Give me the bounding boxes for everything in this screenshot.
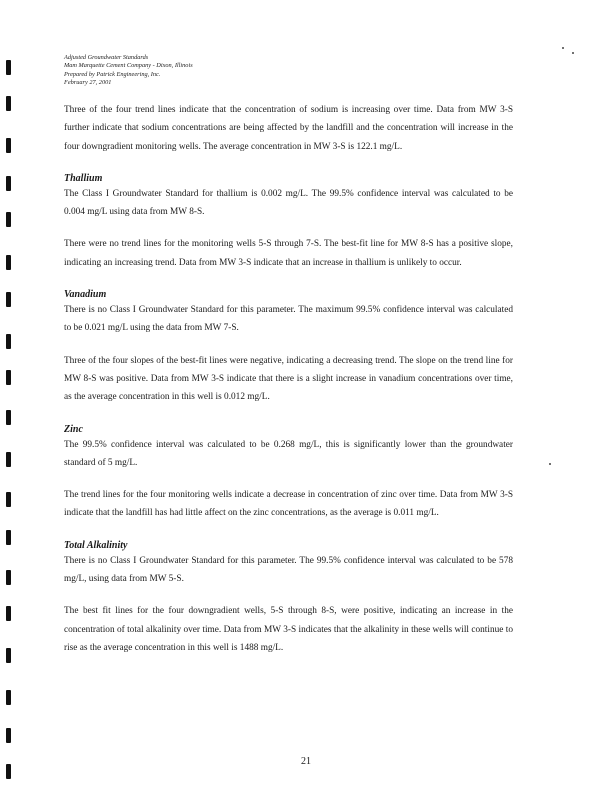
- binding-mark: [6, 334, 11, 349]
- binding-mark: [6, 570, 11, 585]
- vanadium-paragraph-2: Three of the four slopes of the best-fit lines were negative, indicating a decreasing trend. The slope on the trend line for MW 8-S was positive. Data from MW 3-S indicate that there is a slight increase in vanadium concentrations over time, as the average concentration in this well is 0.012 mg/L.: [64, 355, 513, 403]
- page-number: 21: [301, 756, 311, 767]
- header-title: Adjusted Groundwater Standards: [64, 54, 149, 61]
- thallium-heading: Thallium: [64, 172, 103, 184]
- binding-mark: [6, 138, 11, 153]
- running-header: [64, 54, 364, 87]
- binding-mark: [6, 452, 11, 467]
- binding-mark: [6, 212, 11, 227]
- binding-mark: [6, 60, 11, 75]
- binding-mark: [6, 728, 11, 743]
- document-body: [64, 101, 513, 657]
- thallium-paragraph-2: There were no trend lines for the monitoring wells 5-S through 7-S. The best-fit line for MW 8-S has a positive slope, indicating an increasing trend. Data from MW 3-S indicate that an increase in thallium is unlikely to occur.: [64, 239, 513, 268]
- binding-mark: [6, 292, 11, 307]
- binding-mark: [6, 176, 11, 191]
- sodium-paragraph: Three of the four trend lines indicate that the concentration of sodium is increasing over time. Data from MW 3-S further indicate that sodium concentrations are being affected by the landfill and the concentration will increase in the four downgradient monitoring wells. The average concentration in MW 3-S is 122.1 mg/L.: [64, 105, 513, 152]
- header-client: Mam Marquette Cement Company - Dixon, Illinois: [64, 62, 193, 70]
- binding-mark: [6, 370, 11, 385]
- binding-mark: [6, 492, 11, 507]
- binding-mark: [6, 530, 11, 545]
- scan-speck: [549, 463, 551, 465]
- binding-mark: [6, 96, 11, 111]
- binding-mark: [6, 606, 11, 621]
- zinc-paragraph-2: The trend lines for the four monitoring wells indicate a decrease in concentration of zinc over time. Data from MW 3-S indicate that the landfill has had little affect on the zinc concentrations, as the average is 0.011 mg/L.: [64, 490, 513, 519]
- scan-speck: [572, 52, 574, 54]
- header-preparer: Prepared by Patrick Engineering, Inc.: [64, 70, 161, 78]
- binding-mark: [6, 690, 11, 705]
- total-alkalinity-paragraph-1: There is no Class I Groundwater Standard for this parameter. The 99.5% confidence interval was calculated to be 578 mg/L, using data from MW 5-S.: [64, 555, 513, 585]
- total-alkalinity-heading: Total Alkalinity: [64, 539, 128, 551]
- header-date: February 27, 2001: [64, 78, 112, 86]
- vanadium-heading: Vanadium: [64, 289, 107, 301]
- scan-speck: [562, 47, 564, 49]
- binding-mark: [6, 410, 11, 425]
- binding-mark: [6, 648, 11, 663]
- binding-mark: [6, 255, 11, 270]
- vanadium-paragraph-1: There is no Class I Groundwater Standard for this parameter. The maximum 99.5% confidence interval was calculated to be 0.021 mg/L using the data from MW 7-S.: [64, 305, 513, 334]
- zinc-paragraph-1: The 99.5% confidence interval was calculated to be 0.268 mg/L, this is significantly lower than the groundwater standard of 5 mg/L.: [64, 439, 513, 468]
- zinc-heading: Zinc: [64, 423, 83, 435]
- total-alkalinity-paragraph-2: The best fit lines for the four downgradient wells, 5-S through 8-S, were positive, indicating an increase in the concentration of total alkalinity over time. Data from MW 3-S indicates that the alkalinity in these wells will continue to rise as the average concentration in this well is 1488 mg/L.: [64, 606, 513, 653]
- thallium-paragraph-1: The Class I Groundwater Standard for thallium is 0.002 mg/L. The 99.5% confidence interval was calculated to be 0.004 mg/L using data from MW 8-S.: [64, 188, 513, 218]
